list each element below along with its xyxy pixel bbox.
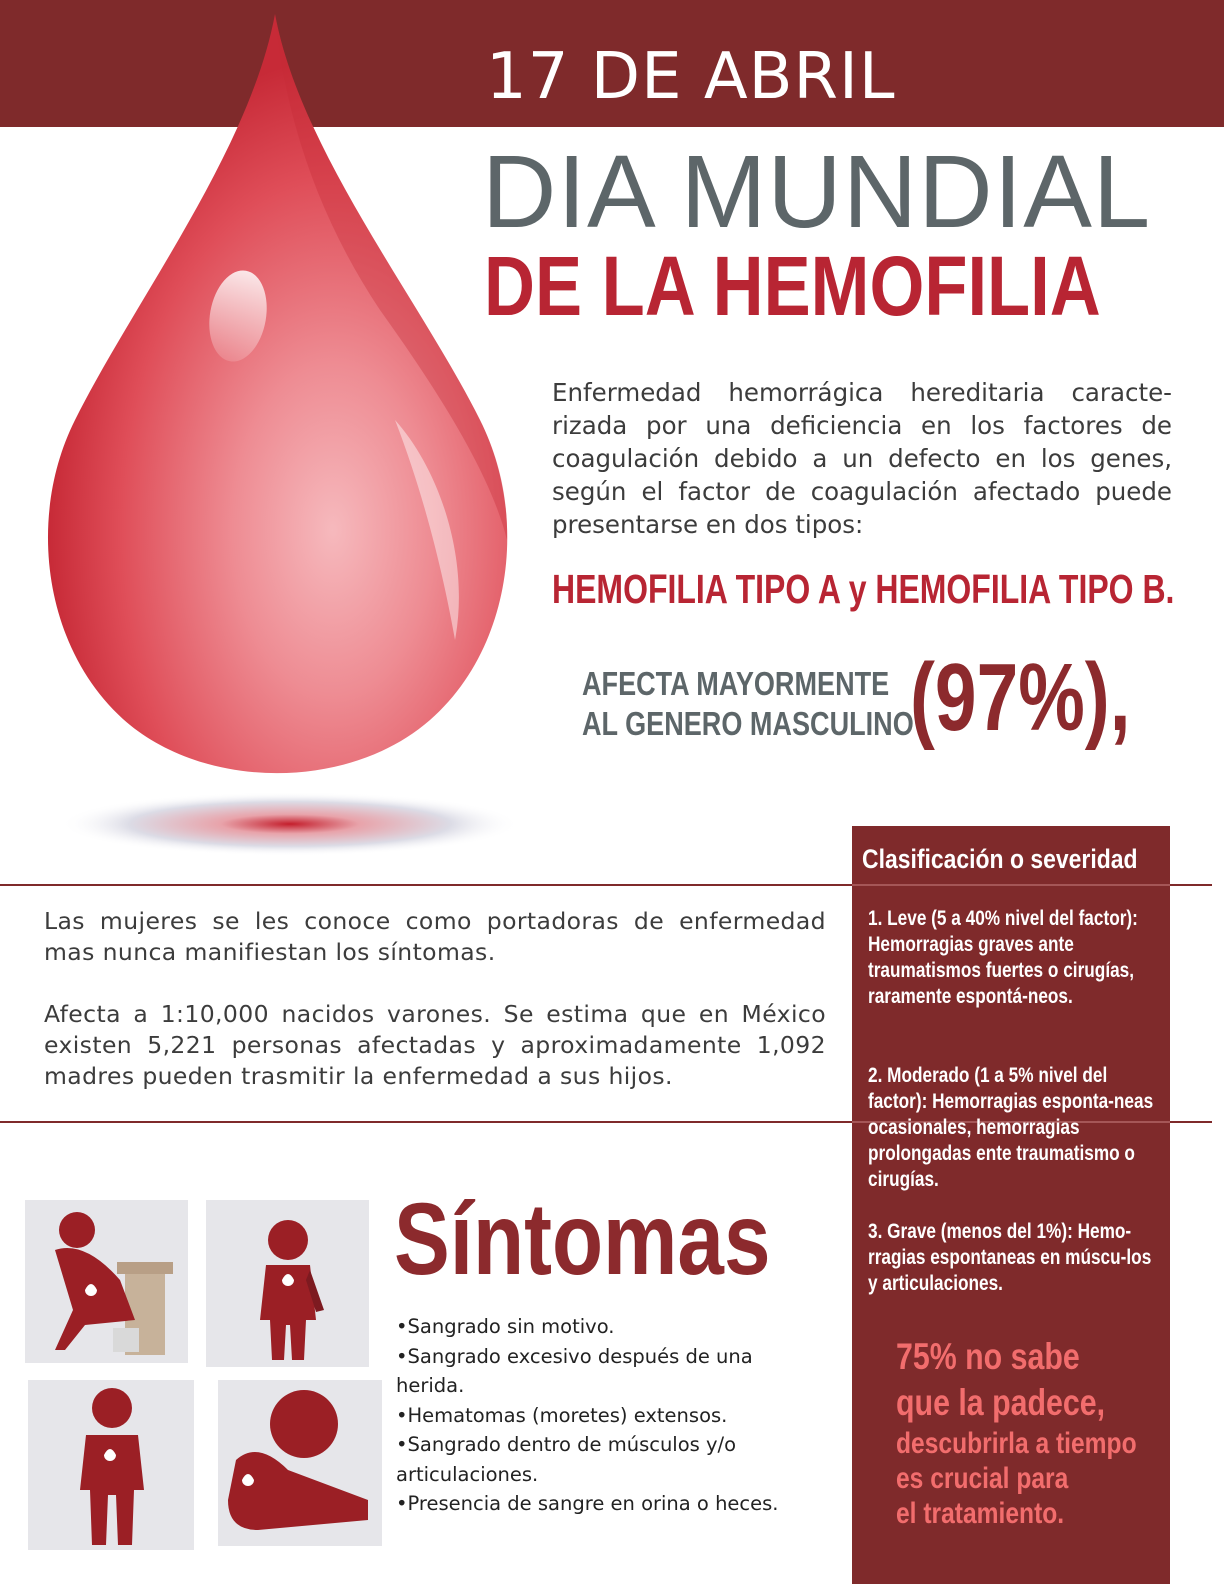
list-item: •Sangrado dentro de músculos y/o articulaciones. — [396, 1433, 737, 1486]
person-joint-pain-icon — [218, 1380, 382, 1546]
person-bleeding-urine-icon — [25, 1200, 188, 1363]
event-date: 17 DE ABRIL — [486, 40, 896, 114]
awareness-callout — [896, 1334, 1158, 1531]
callout-line4: es crucial para — [896, 1462, 1069, 1495]
symptoms-title: Síntomas — [394, 1182, 771, 1296]
page-title-line1: DIA MUNDIAL — [482, 134, 1152, 249]
affects-line2: AL GENERO MASCULINO — [582, 705, 914, 742]
women-paragraph: Las mujeres se les conoce como portadoras de enfermedad mas nunca manifiestan los síntomas. — [44, 907, 826, 966]
info-text — [44, 906, 826, 1092]
severity-title: Clasificación o severidad — [862, 844, 1138, 874]
list-item: •Presencia de sangre en orina o heces. — [396, 1492, 779, 1515]
callout-line3: descubrirla a tiempo — [896, 1427, 1137, 1460]
symptom-image-4 — [218, 1380, 382, 1546]
severity-item: 2. Moderado (1 a 5% nivel del factor): Hemorragias esponta-neas ocasionales, hemorragias prolongadas ente traumatismo o cirugías. — [868, 1064, 1154, 1191]
intro-paragraph: Enfermedad hemorrágica hereditaria caracte-rizada por una deficiencia en los factores de coagulación debido a un defecto en los genes, según el factor de coagulación afectado puede presentarse en dos tipos: — [552, 378, 1172, 539]
panel-divider-1 — [852, 884, 1170, 886]
blood-drop-icon — [0, 0, 560, 860]
person-wound-icon — [28, 1380, 194, 1550]
list-item: •Sangrado excesivo después de una herida. — [396, 1344, 753, 1397]
page-title-line2: DE LA HEMOFILIA — [484, 239, 1101, 333]
list-item: •Hematomas (moretes) extensos. — [396, 1403, 728, 1427]
list-item: •Sangrado sin motivo. — [396, 1315, 615, 1338]
callout-line1: 75% no sabe — [896, 1336, 1080, 1377]
callout-line2: que la padece, — [896, 1382, 1106, 1423]
stats-paragraph: Afecta a 1:10,000 nacidos varones. Se estima que en México existen 5,221 personas afectadas y aproximadamente 1,092 madres pueden trasmitir la enfermedad a sus hijos. — [44, 1000, 826, 1090]
hemophilia-types: HEMOFILIA TIPO A y HEMOFILIA TIPO B. — [552, 566, 1175, 612]
affects-text — [582, 664, 914, 744]
symptom-image-1 — [25, 1200, 188, 1363]
symptom-image-3 — [28, 1380, 194, 1550]
callout-line5: el tratamiento. — [896, 1497, 1065, 1530]
severity-item: 3. Grave (menos del 1%): Hemo-rragias espontaneas en múscu-los y articulaciones. — [868, 1220, 1152, 1295]
severity-item: 1. Leve (5 a 40% nivel del factor): Hemorragias graves ante traumatismos fuertes o cirugías, raramente espontá-neos. — [868, 907, 1138, 1008]
symptom-image-2 — [206, 1200, 369, 1367]
person-bruises-icon — [206, 1200, 369, 1367]
affects-line1: AFECTA MAYORMENTE — [582, 665, 890, 702]
symptoms-list — [396, 1312, 796, 1519]
male-percentage: (97%), — [910, 644, 1131, 751]
